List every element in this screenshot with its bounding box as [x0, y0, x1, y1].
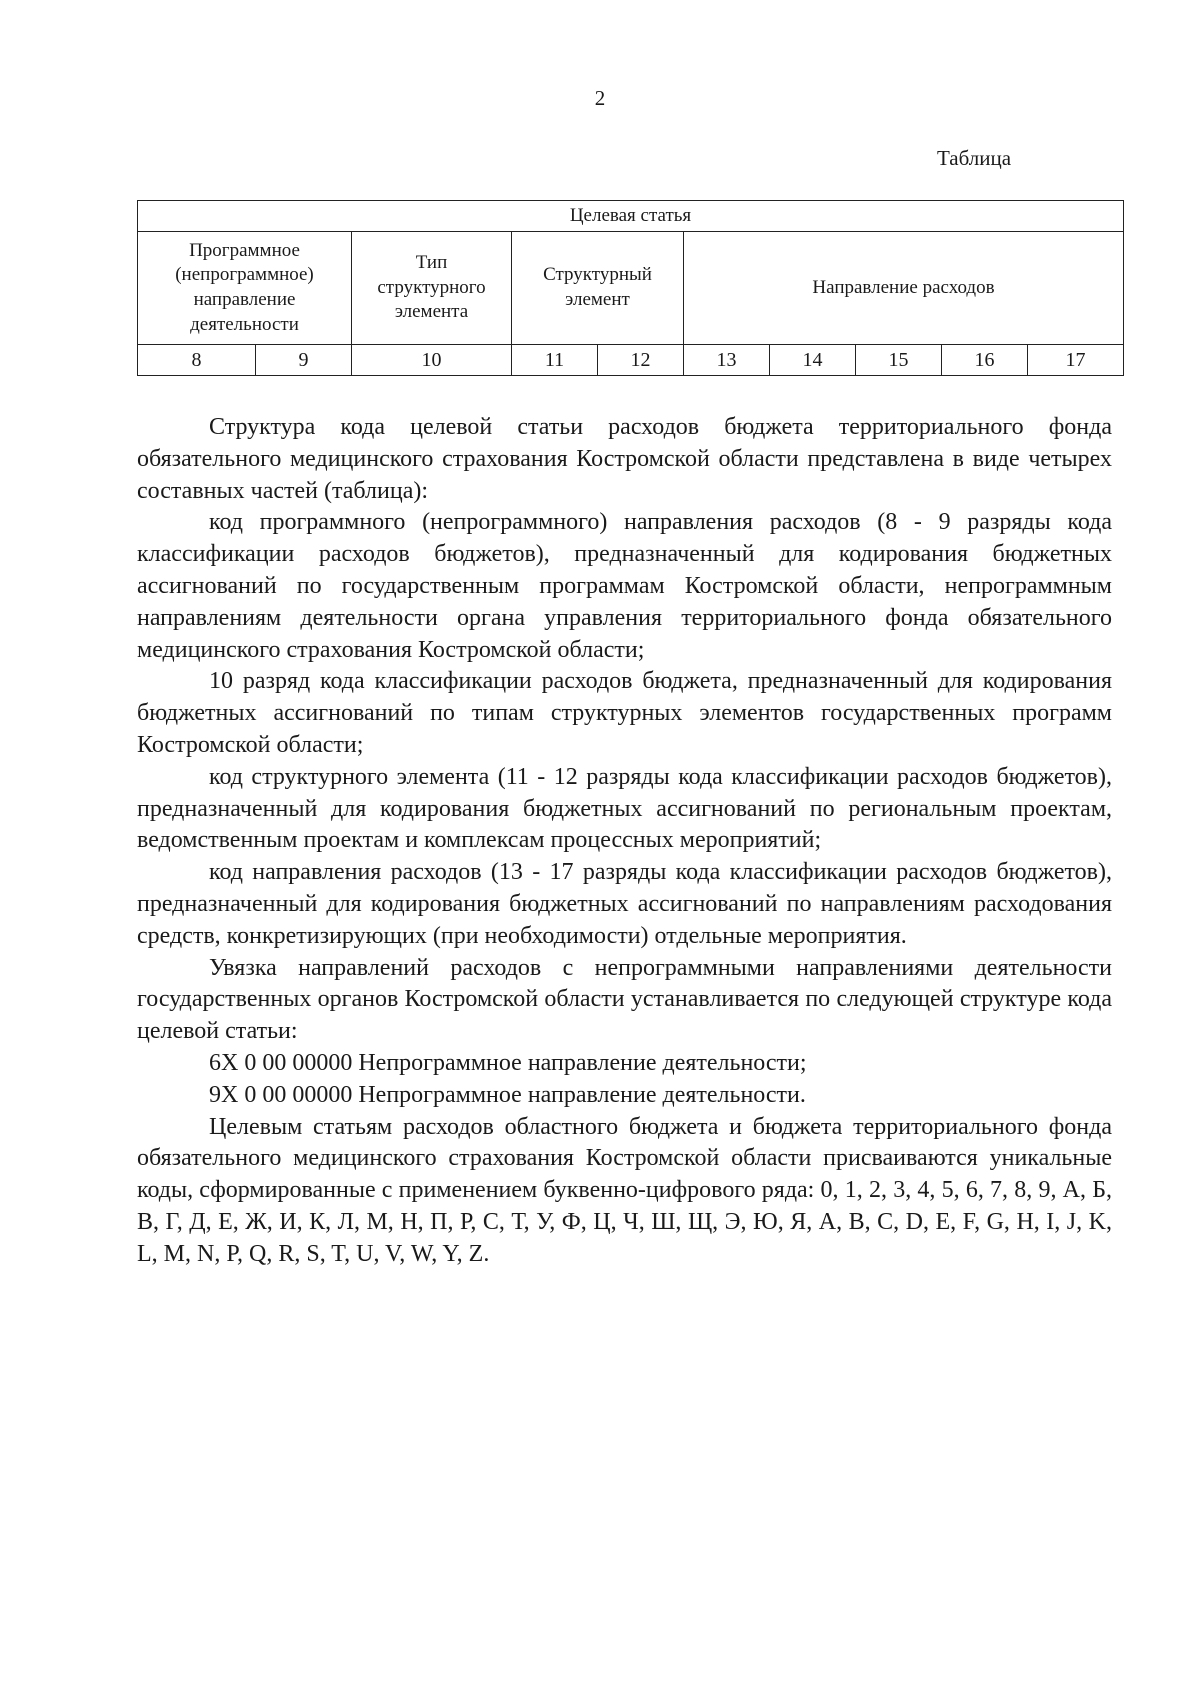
table-top-header: Целевая статья	[138, 201, 1124, 232]
paragraph-digit-10: 10 разряд кода классификации расходов бюджета, предназначенный для кодирования бюджетных ассигнований по типам структурных элементов государственных программ Костромской области;	[137, 668, 1112, 758]
paragraph-code-9x: 9Х 0 00 00000 Непрограммное направление деятельности.	[209, 1081, 806, 1108]
paragraph-code-6x: 6Х 0 00 00000 Непрограммное направление деятельности;	[209, 1049, 807, 1076]
digit-cell: 16	[942, 345, 1028, 376]
table-caption: Таблица	[937, 146, 1012, 170]
paragraph-linkage: Увязка направлений расходов с непрограммными направлениями деятельности государственных органов Костромской области устанавливается по следующей структуре кода целевой статьи:	[137, 954, 1112, 1045]
target-article-code-table	[137, 200, 1124, 376]
column-program-direction: Программное (непрограммное) направление деятельности	[138, 232, 352, 345]
paragraph-structure-intro: Структура кода целевой статьи расходов бюджета территориального фонда обязательного медицинского страхования Костромской области представлена в виде четырех составных частей (таблица):	[137, 414, 1112, 504]
digit-cell: 12	[598, 345, 684, 376]
paragraph-program-direction-code: код программного (непрограммного) направления расходов (8 - 9 разряды кода классификации расходов бюджетов), предназначенный для кодирования бюджетных ассигнований по государственным программам Костромской области, непрограммным направлениям деятельности органа управления территориального фонда обязательного медицинского страхования Костромской области;	[137, 509, 1112, 663]
paragraph-expense-direction-code: код направления расходов (13 - 17 разряды кода классификации расходов бюджетов), предназначенный для кодирования бюджетных ассигнований по направлениям расходования средств, конкретизирующих (при необходимости) отдельные мероприятия.	[137, 859, 1112, 949]
digit-cell: 11	[512, 345, 598, 376]
digit-cell: 10	[352, 345, 512, 376]
paragraph-unique-codes: Целевым статьям расходов областного бюджета и бюджета территориального фонда обязательного медицинского страхования Костромской области присваиваются уникальные коды, сформированные с применением буквенно-цифрового ряда: 0, 1, 2, 3, 4, 5, 6, 7, 8, 9, А, Б, В, Г, Д, Е, Ж, И, К, Л, М, Н, П, Р, С, Т, У, Ф, Ц, Ч, Ш, Щ, Э, Ю, Я, A, B, C, D, E, F, G, H, I, J, K, L, M, N, P, Q, R, S, T, U, V, W, Y, Z.	[137, 1113, 1112, 1267]
document-body	[137, 412, 1112, 1271]
column-expense-direction: Направление расходов	[684, 232, 1124, 345]
column-structural-element-type: Тип структурного элемента	[352, 232, 512, 345]
digit-cell: 15	[856, 345, 942, 376]
digit-cell: 8	[138, 345, 256, 376]
digit-cell: 13	[684, 345, 770, 376]
column-structural-element: Структурный элемент	[512, 232, 684, 345]
page-number: 2	[594, 86, 606, 110]
paragraph-structural-element-code: код структурного элемента (11 - 12 разряды кода классификации расходов бюджетов), предназначенный для кодирования бюджетных ассигнований по региональным проектам, ведомственным проектам и комплексам процессных мероприятий;	[137, 763, 1112, 854]
digit-cell: 17	[1028, 345, 1124, 376]
digit-cell: 14	[770, 345, 856, 376]
digit-cell: 9	[256, 345, 352, 376]
